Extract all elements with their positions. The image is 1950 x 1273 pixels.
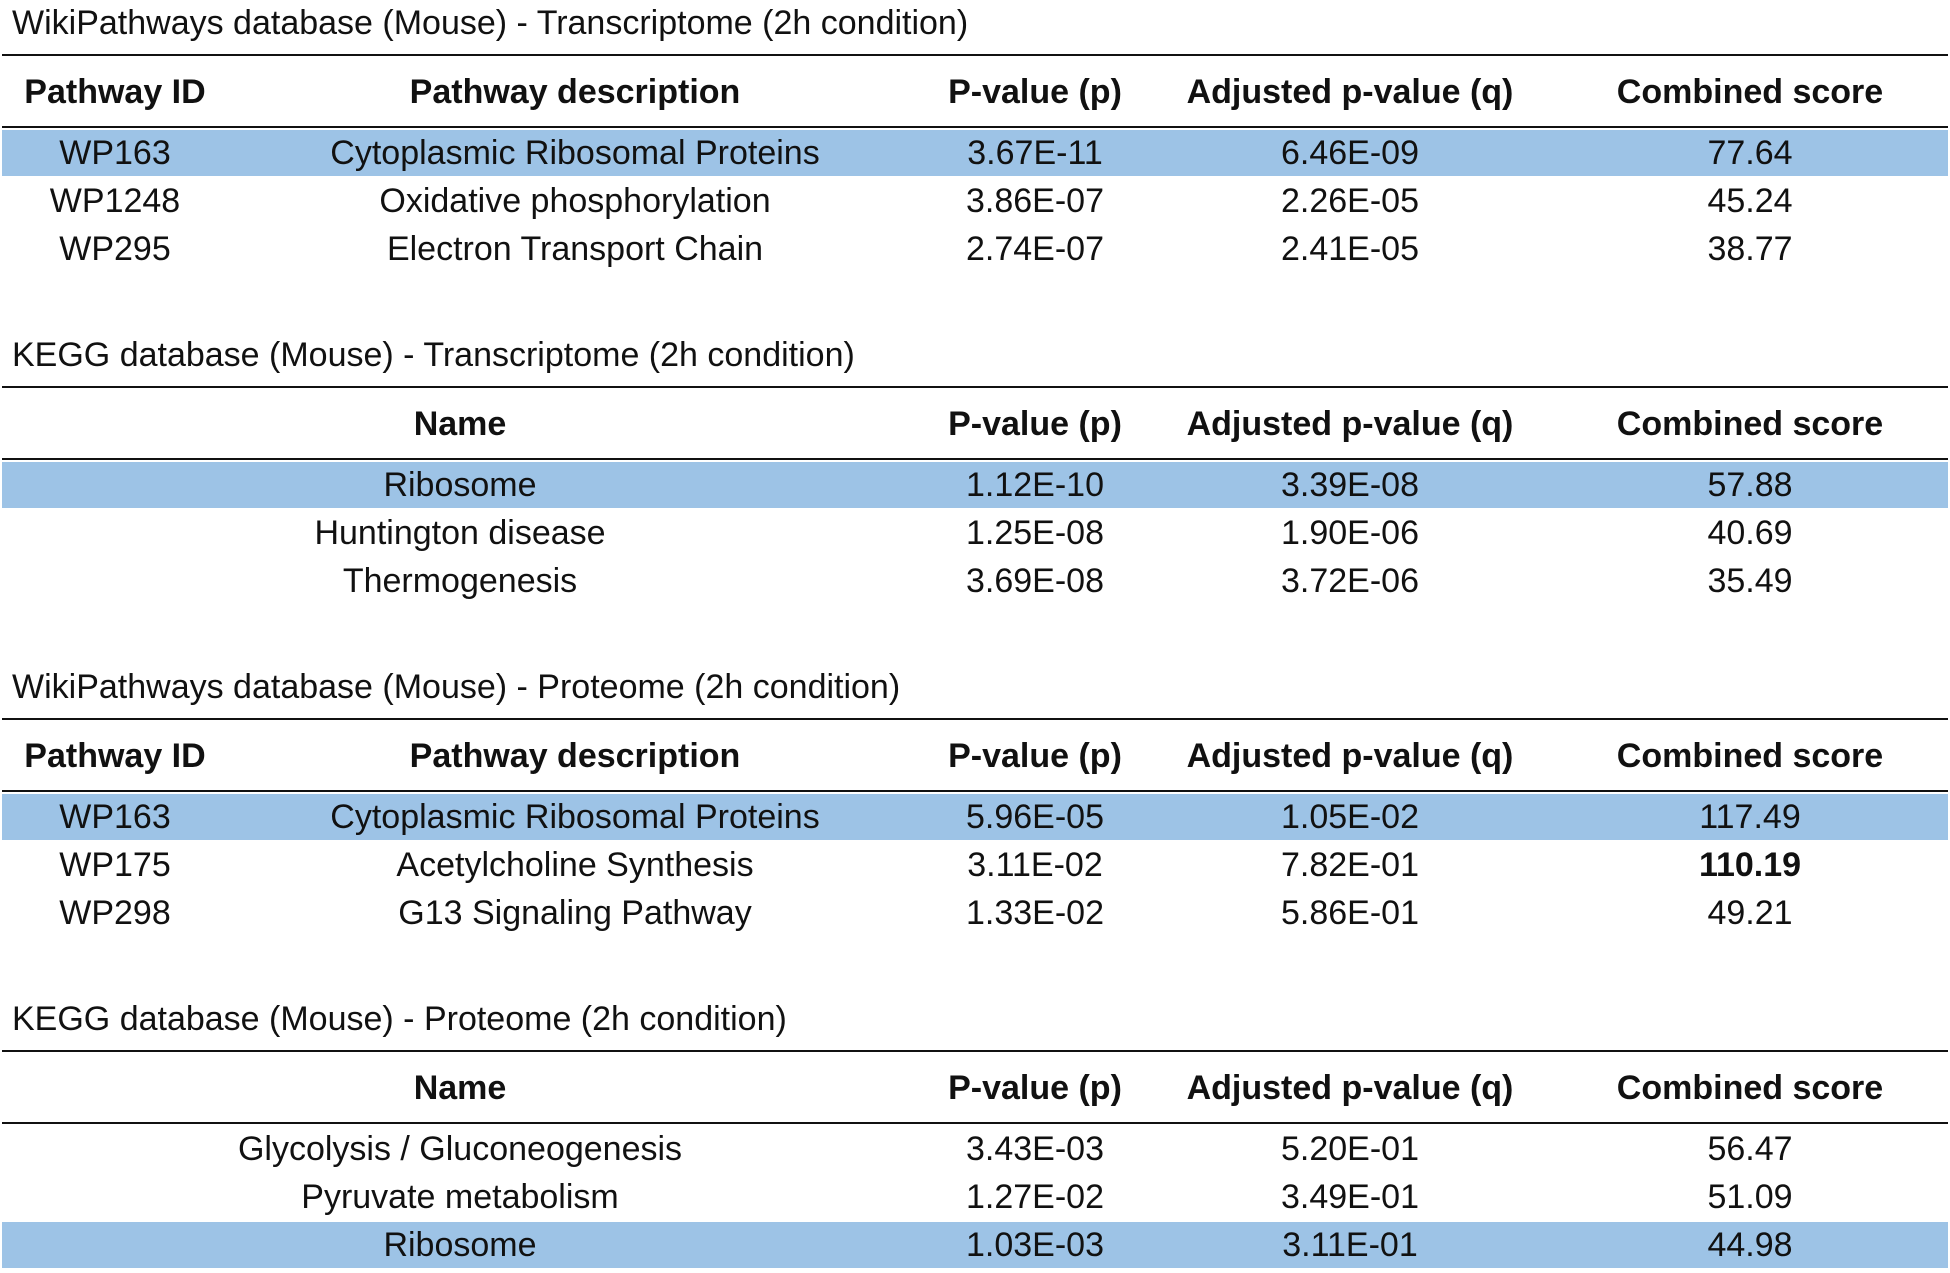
- cell-p-value: 2.74E-07: [966, 230, 1104, 268]
- top-rule: [2, 1050, 1948, 1052]
- cell-p-value: 3.43E-03: [966, 1130, 1104, 1168]
- cell-combined-score: 44.98: [1707, 1226, 1793, 1264]
- cell-combined-score: 57.88: [1707, 466, 1793, 504]
- header-combined-score: Combined score: [1616, 73, 1884, 111]
- cell-name: Ribosome: [383, 1226, 537, 1264]
- cell-pathway-description: Acetylcholine Synthesis: [396, 846, 754, 884]
- cell-combined-score: 38.77: [1707, 230, 1793, 268]
- header-name: Name: [413, 1069, 507, 1107]
- cell-pathway-description: Cytoplasmic Ribosomal Proteins: [330, 798, 820, 836]
- cell-adjusted-p-value: 7.82E-01: [1281, 846, 1419, 884]
- cell-adjusted-p-value: 3.72E-06: [1281, 562, 1419, 600]
- cell-pathway-description: Cytoplasmic Ribosomal Proteins: [330, 134, 820, 172]
- cell-pathway-id: WP295: [59, 230, 171, 268]
- cell-pathway-id: WP298: [59, 894, 171, 932]
- header-p-value: P-value (p): [948, 1069, 1122, 1107]
- cell-adjusted-p-value: 5.20E-01: [1281, 1130, 1419, 1168]
- header-combined-score: Combined score: [1616, 737, 1884, 775]
- cell-adjusted-p-value: 6.46E-09: [1281, 134, 1419, 172]
- table-title: KEGG database (Mouse) - Transcriptome (2h condition): [12, 336, 855, 374]
- table-title: KEGG database (Mouse) - Proteome (2h condition): [12, 1000, 787, 1038]
- cell-name: Pyruvate metabolism: [301, 1178, 619, 1216]
- header-adjusted-p-value: Adjusted p-value (q): [1186, 405, 1514, 443]
- header-pathway-id: Pathway ID: [24, 73, 206, 111]
- cell-name: Ribosome: [383, 466, 537, 504]
- top-rule: [2, 718, 1948, 720]
- cell-pathway-id: WP163: [59, 798, 171, 836]
- header-adjusted-p-value: Adjusted p-value (q): [1186, 1069, 1514, 1107]
- cell-p-value: 1.33E-02: [966, 894, 1104, 932]
- cell-combined-score: 35.49: [1707, 562, 1793, 600]
- cell-pathway-description: G13 Signaling Pathway: [398, 894, 752, 932]
- cell-name: Glycolysis / Gluconeogenesis: [237, 1130, 683, 1168]
- table-title: WikiPathways database (Mouse) - Proteome (2h condition): [12, 668, 901, 706]
- cell-combined-score: 49.21: [1707, 894, 1793, 932]
- cell-p-value: 1.25E-08: [966, 514, 1104, 552]
- cell-adjusted-p-value: 2.26E-05: [1281, 182, 1419, 220]
- top-rule: [2, 386, 1948, 388]
- header-adjusted-p-value: Adjusted p-value (q): [1186, 73, 1514, 111]
- table-title: WikiPathways database (Mouse) - Transcriptome (2h condition): [12, 4, 969, 42]
- cell-combined-score: 40.69: [1707, 514, 1793, 552]
- cell-pathway-id: WP163: [59, 134, 171, 172]
- header-p-value: P-value (p): [948, 73, 1122, 111]
- header-name: Name: [413, 405, 507, 443]
- cell-combined-score: 56.47: [1707, 1130, 1793, 1168]
- header-combined-score: Combined score: [1616, 405, 1884, 443]
- cell-p-value: 1.12E-10: [966, 466, 1104, 504]
- cell-adjusted-p-value: 1.90E-06: [1281, 514, 1419, 552]
- cell-adjusted-p-value: 1.05E-02: [1281, 798, 1419, 836]
- header-p-value: P-value (p): [948, 405, 1122, 443]
- cell-adjusted-p-value: 3.49E-01: [1281, 1178, 1419, 1216]
- cell-name: Huntington disease: [314, 514, 606, 552]
- cell-pathway-description: Electron Transport Chain: [386, 230, 764, 268]
- cell-p-value: 3.69E-08: [966, 562, 1104, 600]
- header-adjusted-p-value: Adjusted p-value (q): [1186, 737, 1514, 775]
- cell-p-value: 3.67E-11: [967, 134, 1103, 172]
- cell-p-value: 1.27E-02: [966, 1178, 1104, 1216]
- header-pathway-description: Pathway description: [409, 737, 741, 775]
- cell-combined-score: 45.24: [1707, 182, 1793, 220]
- header-rule: [2, 790, 1948, 792]
- header-pathway-description: Pathway description: [409, 73, 741, 111]
- header-rule: [2, 126, 1948, 128]
- header-rule: [2, 1122, 1948, 1124]
- cell-adjusted-p-value: 3.11E-01: [1282, 1226, 1418, 1264]
- cell-p-value: 3.86E-07: [966, 182, 1104, 220]
- cell-pathway-id: WP1248: [49, 182, 181, 220]
- cell-adjusted-p-value: 5.86E-01: [1281, 894, 1419, 932]
- header-p-value: P-value (p): [948, 737, 1122, 775]
- cell-combined-score: 51.09: [1707, 1178, 1793, 1216]
- cell-combined-score: 110.19: [1698, 846, 1802, 884]
- cell-name: Thermogenesis: [342, 562, 578, 600]
- cell-pathway-description: Oxidative phosphorylation: [379, 182, 771, 220]
- cell-adjusted-p-value: 3.39E-08: [1281, 466, 1419, 504]
- cell-combined-score: 77.64: [1707, 134, 1793, 172]
- cell-pathway-id: WP175: [59, 846, 171, 884]
- top-rule: [2, 54, 1948, 56]
- header-pathway-id: Pathway ID: [24, 737, 206, 775]
- cell-p-value: 1.03E-03: [966, 1226, 1104, 1264]
- cell-p-value: 3.11E-02: [967, 846, 1103, 884]
- cell-p-value: 5.96E-05: [966, 798, 1104, 836]
- cell-adjusted-p-value: 2.41E-05: [1281, 230, 1419, 268]
- header-rule: [2, 458, 1948, 460]
- header-combined-score: Combined score: [1616, 1069, 1884, 1107]
- cell-combined-score: 117.49: [1699, 798, 1801, 836]
